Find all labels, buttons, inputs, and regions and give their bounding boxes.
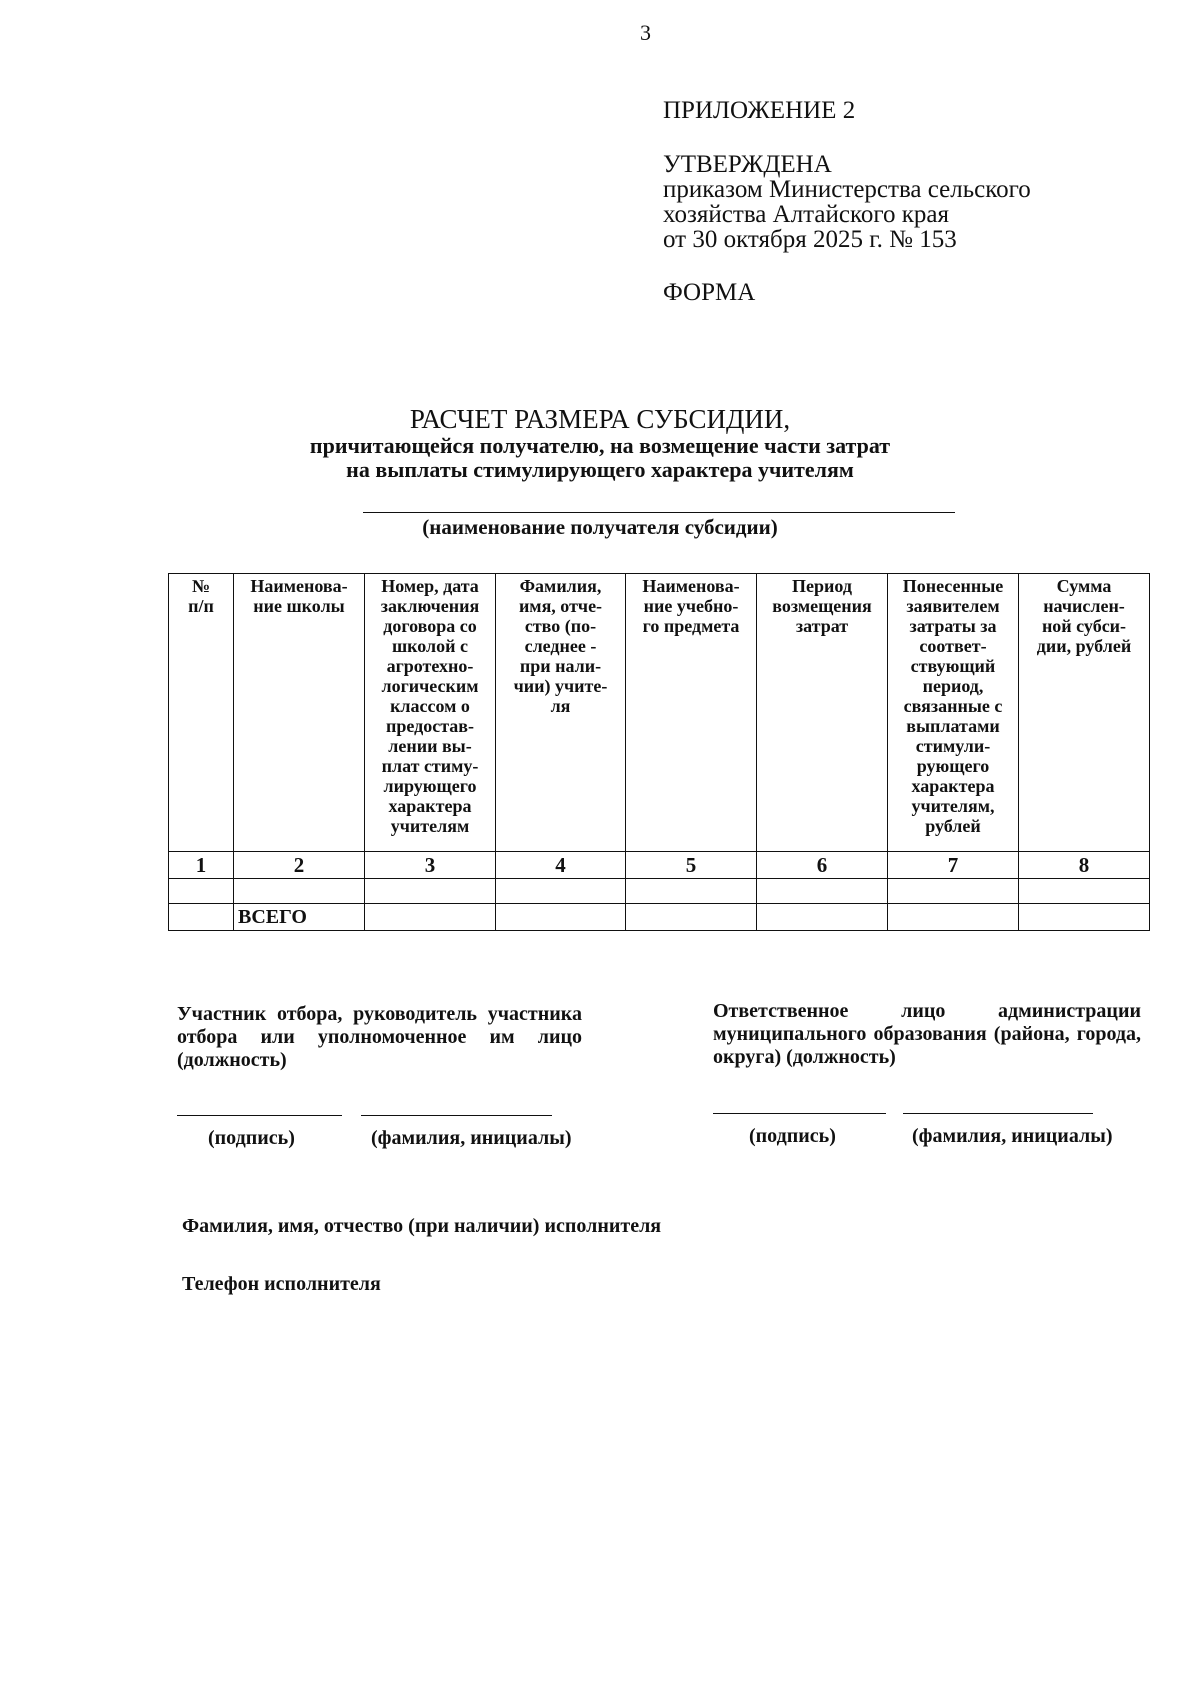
right-signature-line [713, 1113, 886, 1114]
header-line: учителям, [911, 796, 995, 816]
table-cell [626, 904, 757, 931]
right-name-caption: (фамилия, инициалы) [912, 1125, 1113, 1147]
column-number: 6 [757, 852, 888, 879]
appendix-label: ПРИЛОЖЕНИЕ 2 [663, 97, 856, 124]
column-number: 2 [234, 852, 365, 879]
header-line: агротехно- [386, 656, 474, 676]
table-cell [1019, 904, 1150, 931]
header-line: соответ- [919, 636, 987, 656]
header-line: период, [922, 676, 984, 696]
column-number: 1 [169, 852, 234, 879]
table-row [169, 879, 1150, 904]
column-number: 4 [496, 852, 626, 879]
header-line: стимули- [915, 736, 991, 756]
left-signatory-description: Участник отбора, руководитель участника отбора или уполномоченное им лицо (должность) [177, 1003, 582, 1071]
header-line: связанные с [903, 696, 1003, 716]
header-cell [365, 574, 496, 852]
header-line: Сумма [1056, 576, 1112, 596]
title-main: РАСЧЕТ РАЗМЕРА СУБСИДИИ, [409, 404, 791, 434]
header-cell [888, 574, 1019, 852]
header-line: учителям [390, 816, 470, 836]
left-name-line [361, 1115, 552, 1116]
header-line: характера [911, 776, 995, 796]
form-label: ФОРМА [663, 279, 756, 306]
header-line: Наименова- [250, 576, 348, 596]
header-line: имя, отче- [518, 596, 603, 616]
order-line-3: от 30 октября 2025 г. № 153 [663, 226, 957, 253]
header-cell [169, 574, 234, 852]
table-cell [496, 904, 626, 931]
executor-phone-label: Телефон исполнителя [182, 1273, 381, 1295]
table-cell [169, 904, 234, 931]
header-line: ствующий [910, 656, 996, 676]
table-cell [757, 879, 888, 904]
header-line: Понесенные [902, 576, 1004, 596]
header-line: характера [388, 796, 472, 816]
right-name-line [903, 1113, 1093, 1114]
header-line: заключения [380, 596, 480, 616]
document-title [0, 405, 1200, 482]
column-number: 3 [365, 852, 496, 879]
table-cell [1019, 879, 1150, 904]
header-line: п/п [188, 596, 214, 616]
header-line: начислен- [1043, 596, 1125, 616]
header-line: № [191, 576, 211, 596]
header-line: затрат [795, 616, 849, 636]
title-sub-line-2: на выплаты стимулирующего характера учителям [346, 457, 854, 482]
title-sub-line-1: причитающейся получателю, на возмещение части затрат [309, 433, 891, 458]
header-line: рующего [916, 756, 990, 776]
header-line: Период [792, 576, 852, 596]
table-cell [496, 879, 626, 904]
header-line: Фамилия, [519, 576, 602, 596]
header-line: ние школы [253, 596, 345, 616]
header-line: ной субси- [1041, 616, 1127, 636]
header-line: выплатами [906, 716, 1000, 736]
left-signature-line [177, 1115, 342, 1116]
table-header-row [169, 574, 1150, 852]
executor-name-label: Фамилия, имя, отчество (при наличии) исполнителя [182, 1215, 662, 1237]
recipient-name-line [363, 512, 955, 513]
approved-label: УТВЕРЖДЕНА [663, 151, 832, 178]
recipient-caption: (наименование получателя субсидии) [422, 515, 778, 539]
header-line: договора со [383, 616, 477, 636]
subsidy-calculation-table [168, 573, 1150, 931]
total-label: ВСЕГО [234, 904, 365, 931]
header-line: заявителем [906, 596, 1000, 616]
header-line: Наименова- [642, 576, 740, 596]
header-line: предостав- [385, 716, 474, 736]
order-line-2: хозяйства Алтайского края [663, 201, 949, 228]
header-cell [496, 574, 626, 852]
left-name-caption: (фамилия, инициалы) [371, 1127, 572, 1149]
header-cell [1019, 574, 1150, 852]
header-line: возмещения [772, 596, 872, 616]
header-line: Номер, дата [381, 576, 479, 596]
header-line: при нали- [519, 656, 602, 676]
column-number: 8 [1019, 852, 1150, 879]
header-cell [626, 574, 757, 852]
header-cell [757, 574, 888, 852]
total-row [169, 904, 1150, 931]
column-number-row [169, 852, 1150, 879]
header-line: ство (по- [524, 616, 597, 636]
header-line: плат стиму- [381, 756, 479, 776]
table-cell [234, 879, 365, 904]
header-line: классом о [390, 696, 470, 716]
table-cell [888, 879, 1019, 904]
right-signatory-description: Ответственное лицо администрации муниципального образования (района, города, округа) (должность) [713, 1000, 1141, 1068]
header-line: чии) учите- [513, 676, 608, 696]
order-line-1: приказом Министерства сельского [663, 176, 1031, 203]
header-line: следнее - [524, 636, 597, 656]
table-cell [169, 879, 234, 904]
column-number: 5 [626, 852, 757, 879]
header-line: го предмета [642, 616, 740, 636]
table-cell [365, 879, 496, 904]
header-line: ние учебно- [643, 596, 739, 616]
header-line: логическим [381, 676, 479, 696]
header-line: рублей [925, 816, 981, 836]
header-line: школой с [391, 636, 469, 656]
header-line: лении вы- [388, 736, 472, 756]
table-cell [757, 904, 888, 931]
header-line: затраты за [909, 616, 997, 636]
left-signature-caption: (подпись) [208, 1127, 295, 1149]
table-cell [888, 904, 1019, 931]
header-line: дии, рублей [1036, 636, 1132, 656]
approval-block [663, 98, 1031, 305]
page-number: 3 [640, 20, 651, 45]
header-line: лирующего [383, 776, 477, 796]
header-cell [234, 574, 365, 852]
right-signature-caption: (подпись) [749, 1125, 836, 1147]
table-cell [626, 879, 757, 904]
table-cell [365, 904, 496, 931]
header-line: ля [550, 696, 571, 716]
column-number: 7 [888, 852, 1019, 879]
